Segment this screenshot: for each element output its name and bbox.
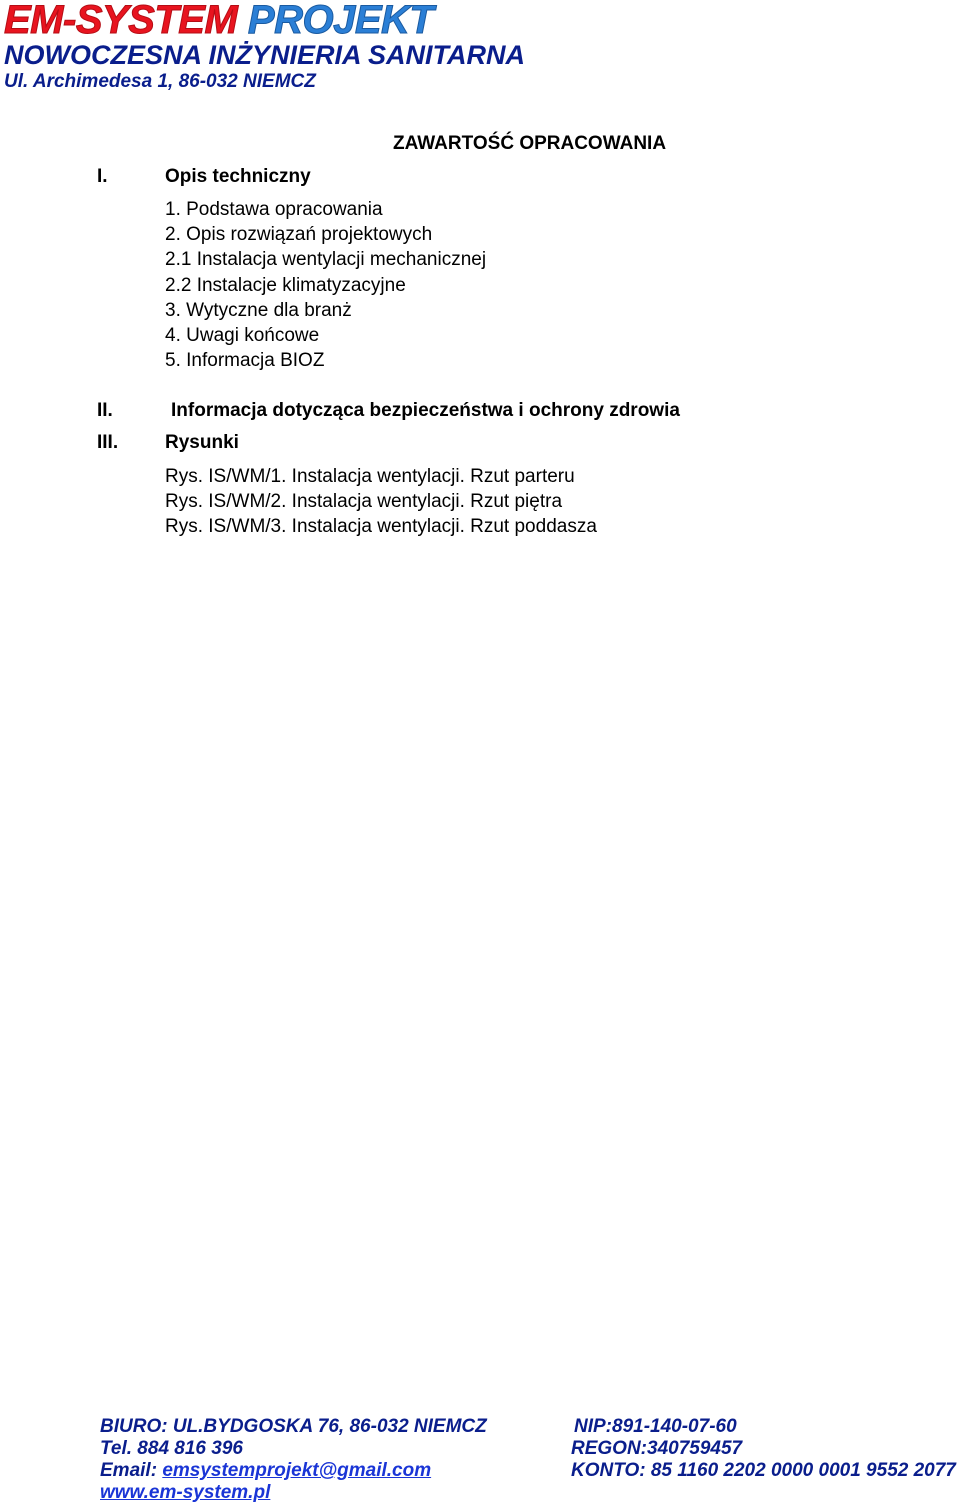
toc-item: 2.2 Instalacje klimatyzacyjne — [165, 275, 406, 296]
logo-text-projekt: PROJEKT — [247, 0, 434, 42]
drawing-item: Rys. IS/WM/3. Instalacja wentylacji. Rzut poddasza — [165, 516, 597, 537]
footer-email-line — [100, 1460, 431, 1482]
section-number: II. — [97, 400, 113, 421]
company-tagline: NOWOCZESNA INŻYNIERIA SANITARNA — [4, 40, 525, 70]
section-number: III. — [97, 432, 119, 453]
company-logo — [4, 0, 433, 42]
toc-item: 5. Informacja BIOZ — [165, 350, 325, 371]
toc-item: 2.1 Instalacja wentylacji mechanicznej — [165, 249, 487, 270]
footer-email-label: Email: — [100, 1460, 163, 1481]
drawing-item: Rys. IS/WM/1. Instalacja wentylacji. Rzut parteru — [165, 466, 575, 487]
toc-item: 2. Opis rozwiązań projektowych — [165, 224, 433, 245]
company-address: Ul. Archimedesa 1, 86-032 NIEMCZ — [4, 71, 316, 92]
section-number: I. — [97, 166, 108, 187]
section-title: Opis techniczny — [165, 166, 311, 187]
footer-website-link[interactable]: www.em-system.pl — [100, 1482, 271, 1503]
footer-regon: REGON:340759457 — [571, 1438, 743, 1459]
footer-phone: Tel. 884 816 396 — [100, 1438, 243, 1459]
toc-item: 1. Podstawa opracowania — [165, 199, 383, 220]
footer-nip: NIP:891-140-07-60 — [574, 1416, 737, 1437]
document-title: ZAWARTOŚĆ OPRACOWANIA — [393, 133, 667, 154]
toc-item: 4. Uwagi końcowe — [165, 325, 320, 346]
drawing-item: Rys. IS/WM/2. Instalacja wentylacji. Rzut piętra — [165, 491, 563, 512]
footer-office-address: BIURO: UL.BYDGOSKA 76, 86-032 NIEMCZ — [100, 1416, 487, 1437]
footer-bank-account: KONTO: 85 1160 2202 0000 0001 9552 2077 — [571, 1460, 956, 1481]
logo-text-em-system: EM-SYSTEM — [4, 0, 238, 42]
section-title: Rysunki — [165, 432, 239, 453]
footer-email-link[interactable]: emsystemprojekt@gmail.com — [162, 1460, 432, 1481]
footer-website-line — [100, 1482, 270, 1504]
toc-item: 3. Wytyczne dla branż — [165, 300, 352, 321]
section-title: Informacja dotycząca bezpieczeństwa i ochrony zdrowia — [171, 400, 680, 421]
